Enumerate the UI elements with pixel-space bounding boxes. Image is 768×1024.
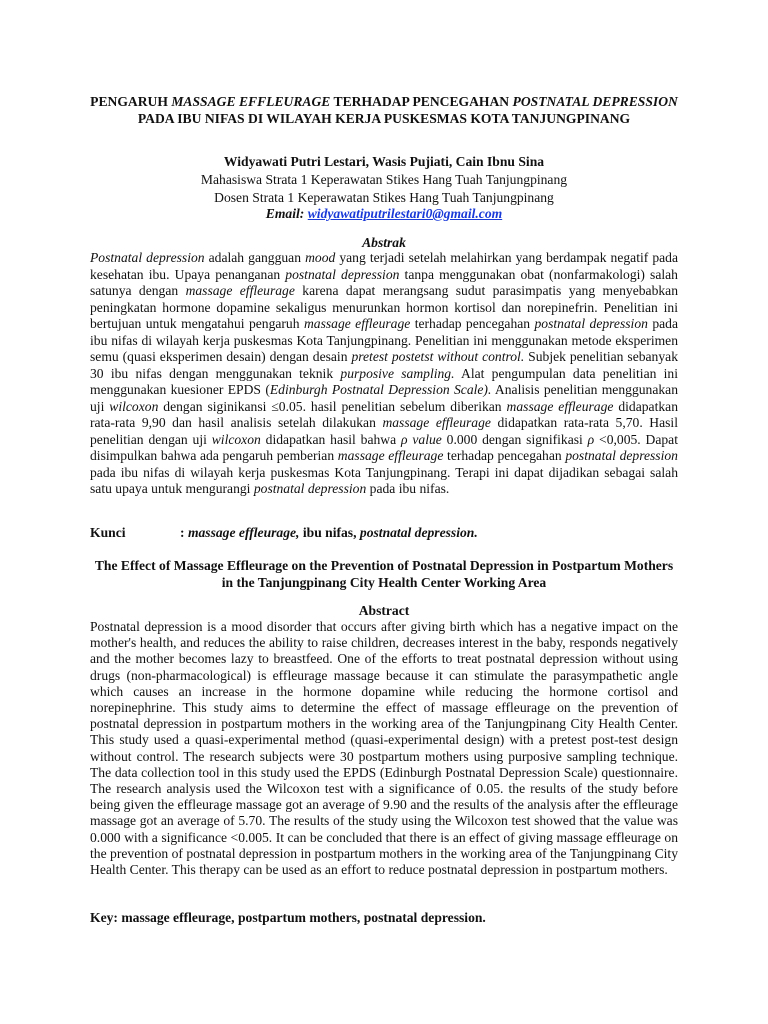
english-title: The Effect of Massage Effleurage on the Prevention of Postnatal Depression in Postpartum Mothers in the Tanjungpinang City Health Center Working Area <box>94 558 674 590</box>
abstrak-fragment: pada ibu nifas di wilayah kerja puskesmas Kota Tanjungpinang. Terapi ini dapat dijadikan sebagai salah satu upaya untuk mengurangi <box>90 464 678 496</box>
abstrak-fragment: 0.000 dengan signifikasi <box>441 431 588 447</box>
abstract-heading: Abstract <box>358 603 410 618</box>
abstrak-fragment: terhadap pencegahan <box>410 316 535 331</box>
abstrak-fragment: Subjek penelitian sebanyak 30 ibu nifas dengan menggunakan teknik <box>90 349 678 381</box>
abstrak-fragment: yang terjadi setelah melahirkan yang berdampak negatif pada kesehatan ibu. Upaya penanganan <box>90 250 679 282</box>
abstrak-fragment: postnatal depression <box>565 448 678 463</box>
title-text: PENGARUH <box>90 94 172 109</box>
author-list: Widyawati Putri Lestari, Wasis Pujiati, Cain Ibnu Sina <box>223 154 545 169</box>
abstrak-fragment: terhadap pencegahan <box>443 448 566 463</box>
email-line <box>90 205 678 222</box>
title-text: TERHADAP PENCEGAHAN <box>330 94 513 109</box>
email-link[interactable]: widyawatiputrilestari0@gmail.com <box>307 206 503 221</box>
abstrak-fragment: postnatal depression <box>253 481 367 496</box>
abstrak-fragment: adalah gangguan <box>204 250 306 265</box>
abstrak-fragment: purposive sampling. <box>340 365 455 381</box>
abstrak-fragment: postnatal depression <box>534 316 648 331</box>
abstrak-heading: Abstrak <box>362 235 406 250</box>
abstract-body: Postnatal depression is a mood disorder that occurs after giving birth which has a negative impact on the mother's health, and reduces the ability to raise children, decreases interest in the baby, responds negatively and the mother becomes lazy to breastfeed. One of the efforts to treat postnatal depression without using drugs (non-pharmacological) is effleurage massage because it can stimulate the parasympathetic angle which causes an increase in the hormone dopamine while reducing the hormone cortisol and norepinephrine. This study aims to determine the effect of massage effleurage on the prevention of postnatal depression in postpartum mothers in the working area of the Tanjungpinang City Health Center. This study used a quasi-experimental method (quasi-experimental design) with a pretest post-test design without control. The research subjects were 30 postpartum mothers using purposive sampling technique. The data collection tool in this study used the EPDS (Edinburgh Postnatal Depression Scale) questionnaire. The research analysis used the Wilcoxon test with a significance of 0.05. the results of the study before being given the effleurage massage got an average of 9.90 and the results of the analysis after the effleurage massage got an average of 5.70. The results of the study using the Wilcoxon test showed that the value was 0.000 with a significance <0.005. It can be concluded that there is an effect of giving massage effleurage on the prevention of postnatal depression in postpartum mothers in the working area of the Tanjungpinang City Health Center. This therapy can be used as an effort to reduce postnatal depression in postpartum mothers. <box>90 619 678 878</box>
title-text-italic: MASSAGE EFFLEURAGE <box>171 94 331 109</box>
kunci-colon: : <box>180 525 188 540</box>
abstrak-fragment: pretest postetst without control. <box>351 349 525 364</box>
title-text: PADA IBU NIFAS DI WILAYAH KERJA PUSKESMAS KOTA TANJUNGPINANG <box>137 111 631 126</box>
email-label: Email: <box>265 206 305 221</box>
abstrak-body <box>90 250 678 498</box>
abstrak-fragment: didapatkan rata-rata 5,70. Hasil penelitian dengan uji <box>90 415 678 447</box>
affiliation-lecturers: Dosen Strata 1 Keperawatan Stikes Hang Tuah Tanjungpinang <box>214 190 554 205</box>
kunci-term: ibu nifas, <box>299 525 360 540</box>
abstrak-fragment: massage effleurage <box>382 415 491 430</box>
affiliation-students: Mahasiswa Strata 1 Keperawatan Stikes Hang Tuah Tanjungpinang <box>200 172 568 187</box>
abstrak-fragment: massage effleurage <box>506 398 614 414</box>
abstrak-fragment: Edinburgh Postnatal Depression Scale). <box>269 382 492 397</box>
abstrak-fragment: wilcoxon <box>211 431 261 447</box>
title-text-italic: POSTNATAL DEPRESSION <box>512 94 678 109</box>
kunci-label: Kunci <box>90 525 126 540</box>
kata-kunci <box>90 524 678 541</box>
abstrak-fragment: Analisis penelitian menggunakan uji <box>90 382 678 414</box>
abstrak-fragment: ρ <box>587 431 595 447</box>
abstrak-fragment: pada ibu nifas. <box>366 481 450 496</box>
kunci-term: massage effleurage, <box>187 525 300 540</box>
abstrak-fragment: tanpa menggunakan obat (nonfarmakologi) salah satunya dengan <box>90 266 678 298</box>
abstrak-fragment: ρ value <box>401 431 442 447</box>
abstrak-fragment: didapatkan hasil bahwa <box>260 431 401 447</box>
abstrak-fragment: wilcoxon <box>109 398 159 414</box>
abstrak-fragment: Postnatal depression <box>90 250 205 265</box>
abstrak-fragment: didapatkan rata-rata 9,90 dan hasil analisis setelah dilakukan <box>90 398 678 430</box>
abstrak-fragment: massage effleurage <box>303 316 411 331</box>
abstrak-fragment: massage effleurage <box>185 283 295 298</box>
abstrak-fragment: karena dapat merangsang sudut parasimpatis yang menyebabkan peningkatan hormone dopamine sekaligus menurunkan hormon kortisol dan norepinefrin. Penelitian ini bertujuan untuk mengatahui pengaruh <box>90 283 679 331</box>
keywords-line: Key: massage effleurage, postpartum mothers, postnatal depression. <box>90 910 486 925</box>
abstrak-fragment: mood <box>305 250 336 265</box>
abstrak-fragment: dengan siginikansi ≤0.05. hasil penelitian sebelum diberikan <box>158 398 507 414</box>
abstrak-fragment: <0,005. Dapat disimpulkan bahwa ada pengaruh pemberian <box>90 431 678 463</box>
kunci-term: postnatal depression. <box>359 525 478 540</box>
abstrak-fragment: pada ibu nifas di wilayah kerja puskesmas Kota Tanjungpinang. Penelitian ini menggunakan metode eksperimen semu (quasi eksperimen desain) dengan desain <box>90 316 678 364</box>
abstrak-fragment: Alat pengumpulan data penelitian ini menggunakan kuesioner EPDS ( <box>90 365 679 397</box>
paper-title <box>90 93 678 127</box>
abstrak-fragment: postnatal depression <box>285 266 400 282</box>
abstrak-fragment: massage effleurage <box>337 448 444 463</box>
